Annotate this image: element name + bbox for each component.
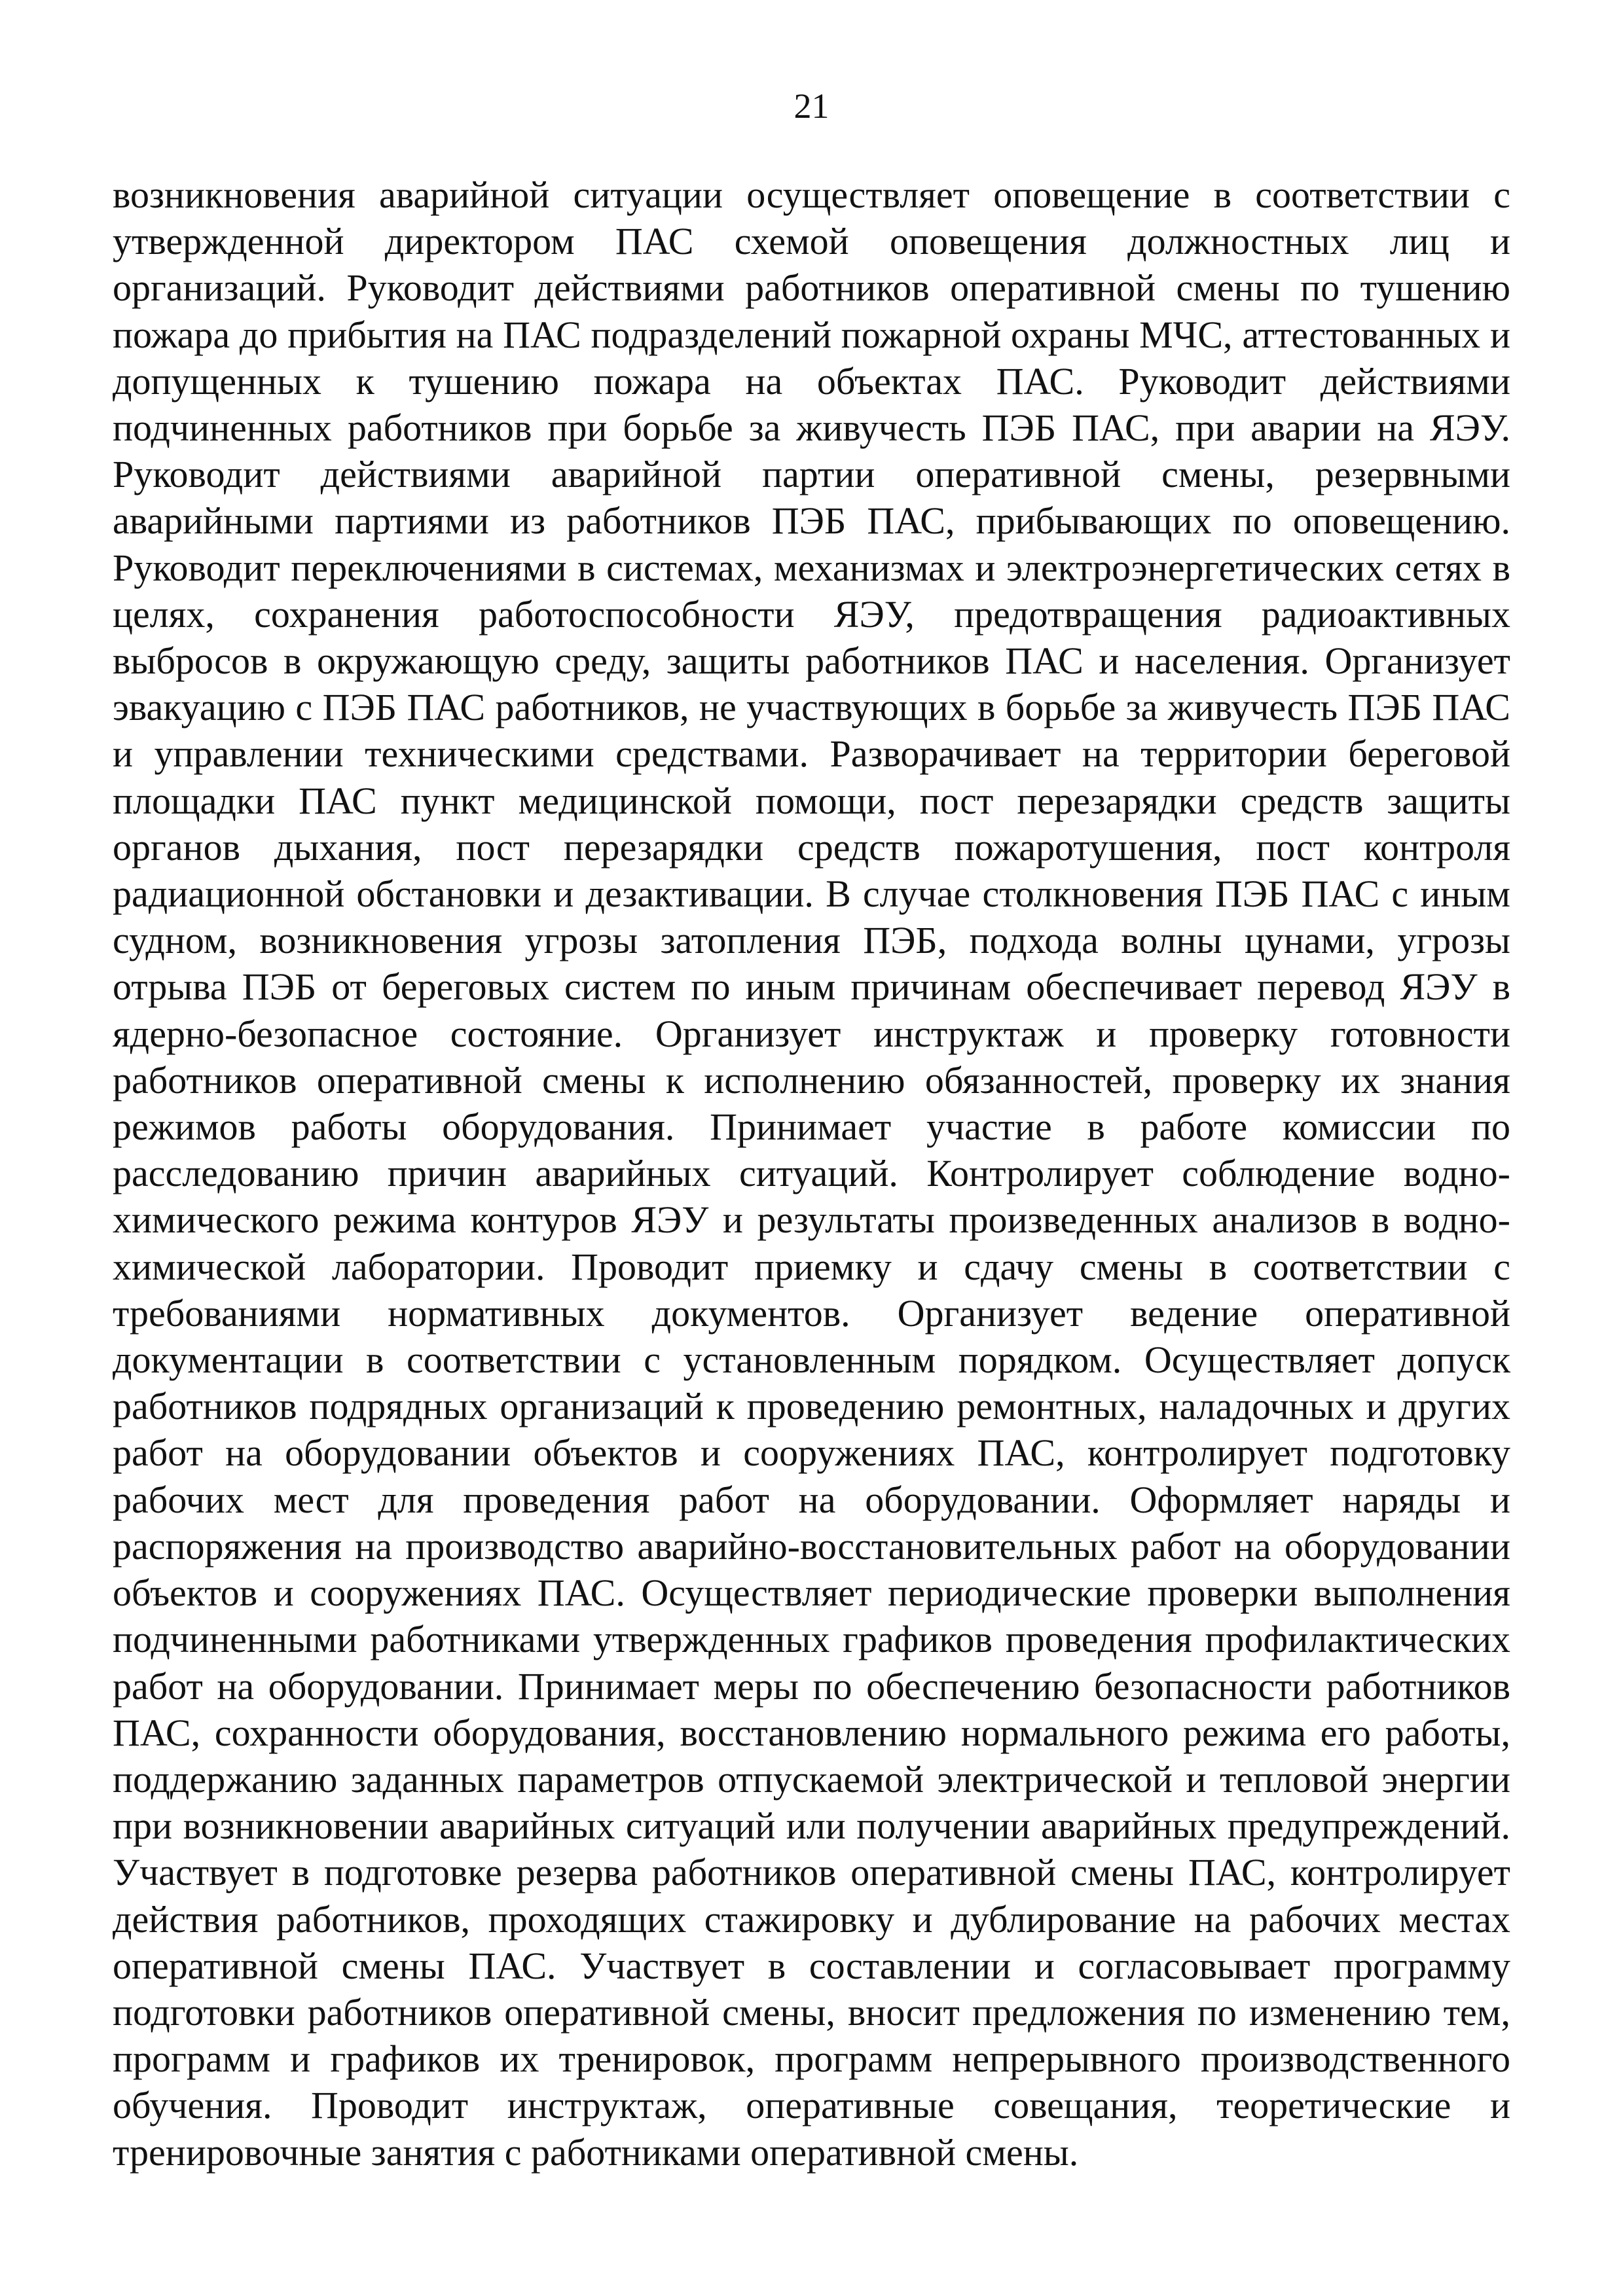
body-paragraph: возникновения аварийной ситуации осуществляет оповещение в соответствии с утвержденной директором ПАС схемой оповещения должностных лиц и организаций. Руководит действиями работников оперативной смены по тушению пожара до прибытия на ПАС подразделений пожарной охраны МЧС, аттестованных и допущенных к тушению пожара на объектах ПАС. Руководит действиями подчиненных работников при борьбе за живучесть ПЭБ ПАС, при аварии на ЯЭУ. Руководит действиями аварийной партии оперативной смены, резервными аварийными партиями из работников ПЭБ ПАС, прибывающих по оповещению. Руководит переключениями в системах, механизмах и электроэнергетических сетях в целях, сохранения работоспособности ЯЭУ, предотвращения радиоактивных выбросов в окружающую среду, защиты работников ПАС и населения. Организует эвакуацию с ПЭБ ПАС работников, не участвующих в борьбе за живучесть ПЭБ ПАС и управлении техническими средствами. Разворачивает на территории береговой площадки ПАС пункт медицинской помощи, пост перезарядки средств защиты органов дыхания, пост перезарядки средств пожаротушения, пост контроля радиационной обстановки и дезактивации. В случае столкновения ПЭБ ПАС с иным судном, возникновения угрозы затопления ПЭБ, подхода волны цунами, угрозы отрыва ПЭБ от береговых систем по иным причинам обеспечивает перевод ЯЭУ в ядерно-безопасное состояние. Организует инструктаж и проверку готовности работников оперативной смены к исполнению обязанностей, проверку их знания режимов работы оборудования. Принимает участие в работе комиссии по расследованию причин аварийных ситуаций. Контролирует соблюдение водно-химического режима контуров ЯЭУ и результаты произведенных анализов в водно-химической лаборатории. Проводит приемку и сдачу смены в соответствии с требованиями нормативных документов. Организует ведение оперативной документации в соответствии с установленным порядком. Осуществляет допуск работников подрядных организаций к проведению ремонтных, наладочных и других работ на оборудовании объектов и сооружениях ПАС, контролирует подготовку рабочих мест для проведения работ на оборудовании. Оформляет наряды и распоряжения на производство аварийно-восстановительных работ на оборудовании объектов и сооружениях ПАС. Осуществляет периодические проверки выполнения подчиненными работниками утвержденных графиков проведения профилактических работ на оборудовании. Принимает меры по обеспечению безопасности работников ПАС, сохранности оборудования, восстановлению нормального режима его работы, поддержанию заданных параметров отпускаемой электрической и тепловой энергии при возникновении аварийных ситуаций или получении аварийных предупреждений. Участвует в подготовке резерва работников оперативной смены ПАС, контролирует действия работников, проходящих стажировку и дублирование на рабочих местах оперативной смены ПАС. Участвует в составлении и согласовывает программу подготовки работников оперативной смены, вносит предложения по изменению тем, программ и графиков их тренировок, программ непрерывного производственного обучения. Проводит инструктаж, оперативные совещания, теоретические и тренировочные занятия с работниками оперативной смены. (113, 173, 1510, 2174)
page-number: 21 (793, 86, 830, 126)
